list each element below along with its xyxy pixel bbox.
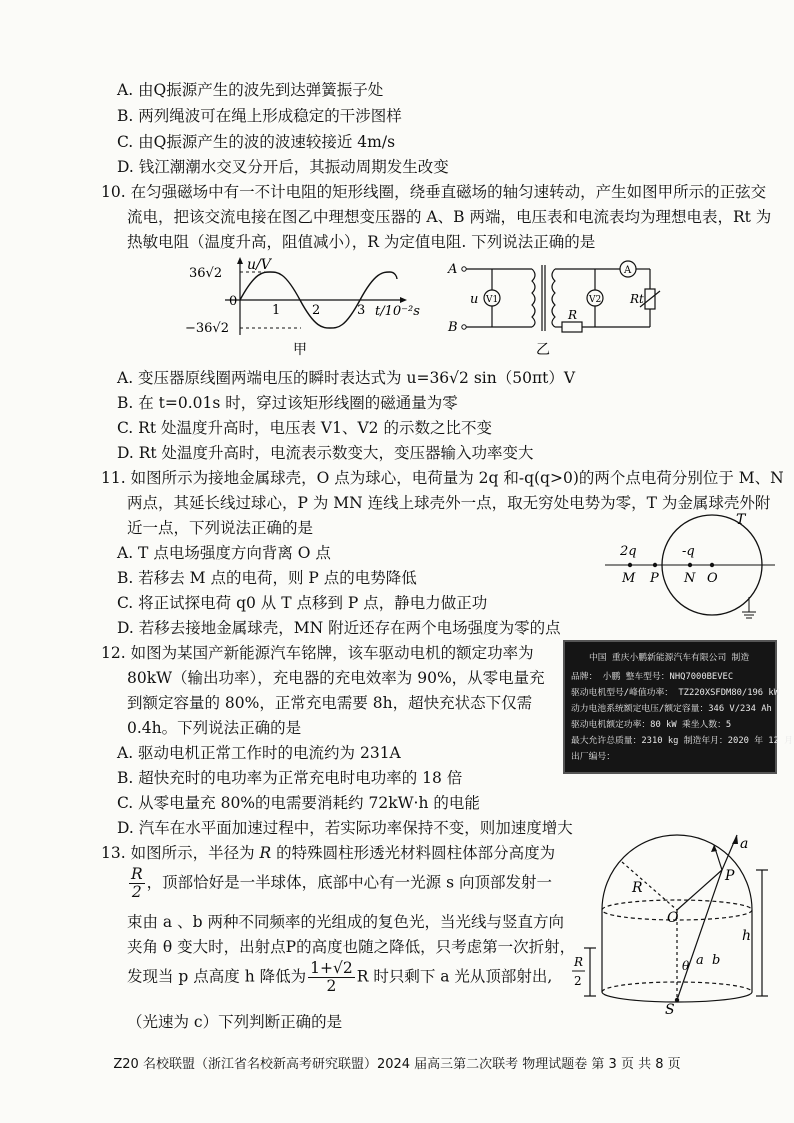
q12-stem-line4: 0.4h。下列说法正确的是: [127, 719, 302, 737]
page-footer: Z20 名校联盟（浙江省名校新高考研究联盟）2024 届高三第二次联考 物理试题卷 第 3 页 共 8 页: [113, 1057, 681, 1072]
terminal-a: A: [448, 262, 458, 277]
q11-figure: [600, 500, 780, 625]
q10-stem-line3: 热敏电阻（温度升高，阻值减小），R 为定值电阻. 下列说法正确的是: [127, 233, 596, 251]
axis-y-label: u/V: [247, 257, 271, 273]
q10-option-d: D. Rt 处温度升高时，电流表示数变大，变压器输入功率变大: [117, 444, 534, 462]
label-p: P: [650, 571, 659, 586]
plate-line-3: 驱动电机型号/峰值功率： TZ220XSFDM80/196 kW: [571, 688, 779, 698]
q11-stem-line1: 11. 如图所示为接地金属球壳，O 点为球心，电荷量为 2q 和-q(q>0)的两个点电荷分别位于 M、N: [101, 469, 784, 487]
label-p: P: [725, 868, 735, 884]
q10-circuit-yi: [440, 255, 680, 360]
q13-line1-part-a: 13. 如图所示，半径为: [101, 844, 255, 862]
q11-option-c: C. 将正试探电荷 q0 从 T 点移到 P 点，静电力做正功: [117, 594, 488, 612]
q12-option-c: C. 从零电量充 80%的电需要消耗约 72kW·h 的电能: [117, 794, 480, 812]
plate-line-1: 中国 重庆小鹏新能源汽车有限公司 制造: [589, 653, 750, 663]
resistor-r: R: [568, 308, 578, 322]
caption-yi: 乙: [536, 342, 550, 358]
label-t: T: [736, 512, 746, 528]
label-n: N: [684, 571, 696, 586]
q12-option-d: D. 汽车在水平面加速过程中，若实际功率保持不变，则加速度增大: [117, 819, 573, 837]
q10-option-c: C. Rt 处温度升高时，电压表 V1、V2 的示数之比不变: [117, 419, 492, 437]
q13-stem-line5: [127, 960, 552, 995]
plate-line-5: 驱动电机额定功率：80 kW 乘坐人数：5: [571, 720, 732, 730]
terminal-b: B: [448, 320, 458, 335]
q12-stem-line1: 12. 如图为某国产新能源汽车铭牌，该车驱动电机的额定功率为: [101, 644, 534, 662]
caption-jia: 甲: [293, 342, 307, 358]
q10-stem-line2: 流电，把该交流电接在图乙中理想变压器的 A、B 两端，电压表和电流表均为理想电表，Rt 为: [127, 208, 772, 226]
frac2-den: 2: [326, 977, 337, 995]
frac1-num: R: [131, 865, 143, 883]
label-o: O: [667, 910, 679, 926]
q11-option-a: A. T 点电场强度方向背离 O 点: [117, 544, 331, 562]
q13-line1-r: R: [259, 844, 272, 862]
thermistor-rt: Rt: [630, 292, 644, 306]
q13-line2-text: ，顶部恰好是一半球体，底部中心有一光源 s 向顶部发射一: [146, 873, 552, 892]
q10-option-b: B. 在 t=0.01s 时，穿过该矩形线圈的磁通量为零: [117, 394, 458, 412]
label-a-ray: a: [696, 953, 704, 968]
tick-1: 1: [272, 303, 281, 318]
q11-stem-line3: 近一点，下列说法正确的是: [127, 519, 314, 537]
plate-line-4: 动力电池系统额定电压/额定容量：346 V/234 Ah: [571, 704, 772, 714]
tick-origin: 0: [229, 294, 238, 309]
q12-stem-line2: 80kW（输出功率），充电器的充电效率为 90%，从零电量充: [127, 669, 545, 687]
q12-option-a: A. 驱动电机正常工作时的电流约为 231A: [117, 744, 401, 762]
tick-3: 3: [357, 303, 366, 318]
q10-stem-line1: 10. 在匀强磁场中有一不计电阻的矩形线圈，绕垂直磁场的轴匀速转动，产生如图甲所示的正弦交: [101, 183, 767, 201]
label-r2-den: 2: [574, 974, 582, 988]
vehicle-nameplate: [563, 640, 793, 774]
q9-option-c: C. 由Q振源产生的波的波速较接近 4m/s: [117, 133, 396, 151]
label-a: a: [740, 836, 749, 852]
label-h: h: [742, 928, 752, 944]
label-theta: θ: [682, 959, 690, 973]
label-r2-num: R: [574, 955, 584, 969]
q11-option-d: D. 若移去接地金属球壳，MN 附近还存在两个电场强度为零的点: [117, 619, 561, 637]
tick-bottom: −36√2: [185, 321, 229, 336]
frac2-num: 1+√2: [310, 959, 353, 977]
q13-figure: [572, 830, 772, 1045]
plate-line-6: 最大允许总质量：2310 kg 制造年月：2020 年 12 月: [571, 736, 793, 746]
label-r: R: [632, 880, 643, 896]
q13-line5-part-a: 发现当 p 点高度 h 降低为: [127, 967, 307, 986]
q9-option-a: A. 由Q振源产生的波先到达弹簧振子处: [117, 81, 384, 99]
q10-graph-jia: [185, 255, 425, 360]
voltmeter-v1: V1: [486, 295, 499, 305]
q13-stem-line6: （光速为 c）下列判断正确的是: [127, 1013, 343, 1031]
label-u: u: [470, 292, 479, 307]
q9-option-d: D. 钱江潮潮水交叉分开后，其振动周期发生改变: [117, 158, 449, 176]
q13-line5-part-b: R 时只剩下 a 光从顶部射出,: [356, 967, 553, 986]
q13-stem-line3: 束由 a 、b 两种不同频率的光组成的复色光，当光线与竖直方向: [127, 913, 564, 931]
label-b-ray: b: [712, 953, 721, 968]
plate-line-2: 品牌： 小鹏 整车型号：NHQ7000BEVEC: [571, 672, 734, 682]
q13-stem-line2: [127, 866, 552, 901]
tick-top: 36√2: [189, 266, 223, 281]
q13-line1-part-c: 的特殊圆柱形透光材料圆柱体部分高度为: [276, 844, 556, 862]
tick-2: 2: [312, 303, 321, 318]
axis-x-label: t/10⁻²s: [375, 304, 420, 319]
label-s: S: [665, 1002, 675, 1018]
fraction-h: [308, 960, 355, 995]
label-m: M: [622, 571, 636, 586]
q11-option-b: B. 若移去 M 点的电荷，则 P 点的电势降低: [117, 569, 417, 587]
label-neg-q: -q: [682, 544, 695, 559]
q12-stem-line3: 到额定容量的 80%，正常充电需要 8h，超快充状态下仅需: [127, 694, 533, 712]
q11-stem-line2: 两点，其延长线过球心，P 为 MN 连线上球壳外一点，取无穷处电势为零，T 为金属球壳外附: [127, 494, 771, 512]
label-2q: 2q: [620, 544, 637, 559]
label-o: O: [707, 571, 718, 586]
voltmeter-v2: V2: [589, 295, 602, 305]
q9-option-b: B. 两列绳波可在绳上形成稳定的干涉图样: [117, 107, 402, 125]
fraction-r-over-2: [129, 866, 145, 901]
q10-option-a: A. 变压器原线圈两端电压的瞬时表达式为 u=36√2 sin（50πt）V: [117, 369, 576, 387]
q13-stem-line1: [101, 841, 555, 863]
q12-option-b: B. 超快充时的电功率为正常充电时电功率的 18 倍: [117, 769, 463, 787]
plate-line-7: 出厂编号：: [571, 752, 615, 762]
frac1-den: 2: [131, 883, 142, 901]
ammeter: A: [624, 265, 632, 276]
q13-stem-line4: 夹角 θ 变大时，出射点P的高度也随之降低，只考虑第一次折射，: [127, 938, 576, 956]
